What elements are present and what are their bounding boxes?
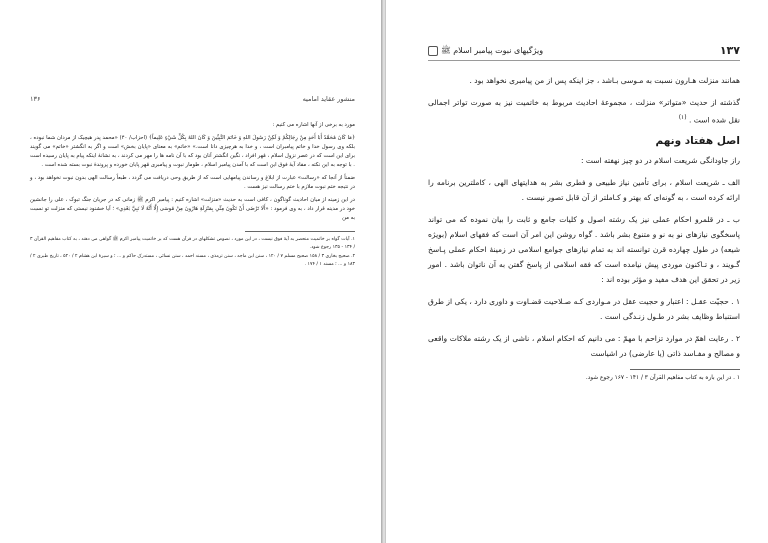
seal-icon xyxy=(428,46,438,56)
verse-paragraph: ﴿مَا كَانَ مُحَمَّدٌ أَبَا أَحَدٍ مِنْ رِجَالِكُمْ وَ لَكِنْ رَسُولَ اللهِ وَ خَاتَمَ النَّبِيِّينَ وَ كَانَ اللهُ بِكُلِّ شَيْءٍ عَلِيماً﴾ (احزاب/ ۴۰) «محمد پدر هیچیک از مردان شما نبوده ، بلکه وی رسول خدا و خاتم پیامبران است ، و خدا به هرچیزی دانا است.» «خاتم» به معنای «پایان بخش» است و اگر به انگشتر «خاتم» می گویند برای این است که در عصر نزول اسلام ، مُهر افراد ، نگین انگشتر آنان بود که با آن نامه ها را مهر می کردند ، به نشانهٔ اینکه پیام به پایان رسیده است . با توجه به این نکته ، مفاد آیهٔ فوق این است که با آمدن پیامبر اسلام ، طومار نبوت و پیامبری مُهر پایان خورده و پروندهٔ نبوت بسته شده است . xyxy=(30,135,355,168)
hadith-paragraph: در این زمینه از میان احادیث گوناگون ، کافی است به حدیث «منزلت» اشاره کنیم : پیامبر اکرم ﷺ زمانی که در جریان جنگ تبوک ، علی را جانشین خود در مدینه قرار داد ، به وی فرمود : «أَلَا تَرْضَى أَنْ تَكُونَ مِنِّي بِمَنْزِلَةِ هَارُونَ مِنْ مُوسَى إِلَّا أَنَّهُ لَا نَبِيَّ بَعْدِي» ؛ آیا خشنود نیستی که منزلت تو نسبت به من xyxy=(30,197,355,221)
body-paragraph xyxy=(428,95,740,128)
section-heading: اصل هفتاد ونهم xyxy=(655,134,740,147)
running-title-left: منشور عقاید امامیه xyxy=(302,95,355,103)
paragraph-text: گذشته از حدیث «متواتر» منزلت ، مجموعهٔ احادیث مربوط به خاتمیت نیز به صورت تواتر اجمالی نقل شده است . xyxy=(428,98,740,125)
body-paragraph: راز جاودانگی شریعت اسلام در دو چیز نهفته است : xyxy=(580,155,740,165)
running-head-right xyxy=(428,44,740,61)
right-page xyxy=(386,0,768,543)
footnote-marker: (۱) xyxy=(678,114,687,121)
page-number-left: ۱۳۶ xyxy=(30,95,41,103)
running-head-left xyxy=(30,95,355,103)
body-paragraph: الف ـ شریعت اسلام ، برای تأمین نیاز طبیعی و فطری بشر به هدایتهای الهی ، کاملترین برنامه را ارائه کرده است ، به گونه‌ای که بهتر و کـاملتر از آن قابل تصور نیست . xyxy=(428,177,740,202)
running-title-right: ویژگیهای نبوت پیامبر اسلام ﷺ xyxy=(441,45,544,55)
body-paragraph: ۱ . حجیّت عقـل : اعتبار و حجیت عقل در مـواردی کـه صـلاحیت قضـاوت و داوری دارد ، یکی از طرق استنباط وظایف بشر در طـول زنـدگی است . xyxy=(428,296,740,321)
footnote: ۲. صحیح بخاری ۳ / ۱۵۸ صحیح مسلم ۷ / ۱۲۰ ، سنن ابن ماجه ، سنن ترمذی ، مسند احمد ، سنن نسائی ، مستدرک حاکم و ... ؛ و سیرهٔ ابن هشام ۲ / ۵۲۰ ، تاریخ طبری ۲ / ۱۸۳ و ... ؛ مسند ۱ / ۱۷۴ . xyxy=(30,254,356,267)
page-number-right: ۱۳۷ xyxy=(719,44,740,57)
body-paragraph: ضمناً از آنجا که «رسالت» عبارت از ابلاغ و رساندن پیامهایی است که از طریق وحی دریافت می گردد ، طبعاً رسالت الهی بدون نبوت نخواهد بود ، و در نتیجه ختم نبوت ملازم با ختم رسالت نیز هست . xyxy=(30,175,355,190)
left-footnotes xyxy=(30,236,355,268)
right-body xyxy=(428,73,740,361)
footnote-divider xyxy=(245,231,355,232)
footnote-divider xyxy=(630,369,740,370)
footnote: ۱. آیات گواه بر خاتمیت منحصر به آیهٔ فوق نیست ، در این مورد ، نصوص تشکلهای در قرآن هست که بر خاتمیت پیامبر اکرم ﷺ گواهی می دهند ، به کتاب مفاهیم القرآن ۳ / ۱۳۴ - ۱۳۵ رجوع شود. xyxy=(30,237,355,250)
body-paragraph: همانند منزلت هـارون نسبت به مـوسی بـاشد ، جز اینکه پس از من پیامبری نخواهد بود . xyxy=(469,76,740,85)
left-body xyxy=(30,121,355,223)
left-page xyxy=(0,0,381,543)
body-paragraph: ۲ . رعایت اهمّ در موارد تزاحم با مهمّ : می دانیم که احکام اسلام ، ناشی از یک رشته ملاکات واقعی و مصالح و مفـاسد ذاتی (یا عارضی) در اشیاست xyxy=(428,333,740,358)
footnote: ۱ . در این باره به کتاب مفاهیم القرآن ۳ / ۱۴۱ - ۱۶۷ رجوع شود. xyxy=(585,374,740,381)
body-paragraph: مورد به برخی از آنها اشاره می کنیم : xyxy=(272,122,355,128)
body-paragraph: ب ـ در قلمرو احکام عملی نیز یک رشته اصول و کلیات جامع و ثابت را بیان نموده که می تواند پاسخگوی نیازهای نو به نو و متنوع بشر باشد . گواه روشن این امر آن است که فقهای اسلام (بویژه شیعه) در طول چهارده قرن توانسته اند به تمام نیازهای جوامع اسلامی در زمینهٔ احکام عملی پـاسخ گـویند ، و تـاکنون موردی پیش نیامده است که فقه اسلامی از پاسخ گفتن به آن ناتوان باشد . امور زیر در تحقق این هدف مفید و مؤثر بوده اند : xyxy=(428,214,740,284)
right-footnotes xyxy=(428,374,740,383)
